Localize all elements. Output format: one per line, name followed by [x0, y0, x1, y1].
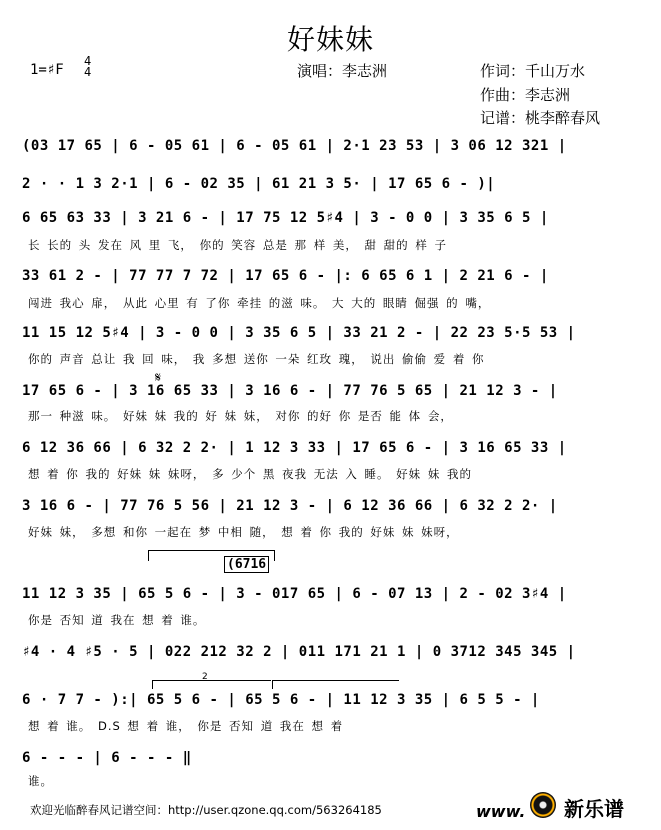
- time-top: 4: [84, 54, 92, 68]
- score-line-10: ♯4 · 4 ♯5 · 5 | 022 212 32 2 | 011 171 21 1 | 0 3712 345 345 |: [22, 644, 576, 660]
- score-line-12: 6 - - - | 6 - - - ‖: [22, 750, 192, 766]
- lyric-line-3: 长 长的 头 发在 风 里 飞， 你的 笑容 总是 那 样 美， 甜 甜的 样 子: [28, 238, 447, 252]
- composer-credit: 作曲：李志洲: [480, 86, 571, 104]
- lyric-line-12: 谁。: [28, 774, 53, 788]
- time-bottom: 4: [84, 65, 92, 79]
- score-line-1: (03 17 65 | 6 - 05 61 | 6 - 05 61 | 2·1 23 53 | 3 06 12 321 |: [22, 138, 567, 154]
- time-signature: [84, 56, 91, 78]
- score-line-4: 33 61 2 - | 77 77 7 72 | 17 65 6 - |: 6 65 6 1 | 2 21 6 - |: [22, 268, 549, 284]
- lyricist-credit: 作词：千山万水: [480, 62, 586, 80]
- score-line-8: 3 16 6 - | 77 76 5 56 | 21 12 3 - | 6 12 36 66 | 6 32 2 2· |: [22, 498, 558, 514]
- singer-credit: 演唱：李志洲: [297, 62, 388, 80]
- lyric-line-9: 你是 否知 道 我在 想 着 谁。: [28, 613, 206, 627]
- lyric-line-8: 好妹 妹， 多想 和你 一起在 梦 中相 随， 想 着 你 我的 好妹 妹 妹呀，: [28, 525, 459, 539]
- watermark-www: www.: [476, 802, 526, 821]
- score-line-11: 6 · 7 7 - ):| 65 5 6 - | 65 5 6 - | 11 12 3 35 | 6 5 5 - |: [22, 692, 540, 708]
- score-line-2: 2 · · 1 3 2·1 | 6 - 02 35 | 61 21 3 5· | 17 65 6 - )|: [22, 176, 496, 192]
- segno-sign: 𝄋: [155, 370, 162, 386]
- lyric-line-5: 你的 声音 总让 我 回 味， 我 多想 送你 一朵 红玫 瑰， 说出 偷偷 爱 着 你: [28, 352, 485, 366]
- score-line-5: 11 15 12 5♯4 | 3 - 0 0 | 3 35 6 5 | 33 21 2 - | 22 23 5·5 53 |: [22, 325, 576, 341]
- key-signature: 1=♯F: [30, 62, 64, 78]
- footer-text: 欢迎光临醉春风记谱空间：http://user.qzone.qq.com/563264185: [30, 803, 382, 817]
- score-line-9: 11 12 3 35 | 65 5 6 - | 3 - 017 65 | 6 - 07 13 | 2 - 02 3♯4 |: [22, 586, 567, 602]
- score-line-7: 6 12 36 66 | 6 32 2 2· | 1 12 3 33 | 17 65 6 - | 3 16 65 33 |: [22, 440, 567, 456]
- volta-bracket-3: [272, 680, 399, 689]
- lyric-line-6: 那一 种滋 味。 好妹 妹 我的 好 妹 妹， 对你 的好 你 是否 能 体 会，: [28, 409, 453, 423]
- song-title: 好妹妹: [286, 23, 374, 56]
- ending-box: (6716: [224, 556, 269, 573]
- lyric-line-11: 想 着 谁。 D.S 想 着 谁， 你是 否知 道 我在 想 着: [28, 719, 344, 733]
- score-line-6: 17 65 6 - | 3 16 65 33 | 3 16 6 - | 77 76 5 65 | 21 12 3 - |: [22, 383, 558, 399]
- logo-text: 新乐谱: [564, 797, 624, 821]
- volta-bracket-2: [152, 680, 271, 689]
- volta-2-label: 2: [202, 672, 208, 682]
- score-line-3: 6 65 63 33 | 3 21 6 - | 17 75 12 5♯4 | 3 - 0 0 | 3 35 6 5 |: [22, 210, 549, 226]
- record-disc-icon: [530, 792, 556, 818]
- lyric-line-7: 想 着 你 我的 好妹 妹 妹呀， 多 少个 黑 夜我 无法 入 睡。 好妹 妹 我的: [28, 467, 472, 481]
- transcriber-credit: 记谱：桃李醉春风: [480, 109, 601, 127]
- lyric-line-4: 闯进 我心 扉， 从此 心里 有 了你 牵挂 的滋 味。 大 大的 眼睛 倔强 的 嘴，: [28, 296, 491, 310]
